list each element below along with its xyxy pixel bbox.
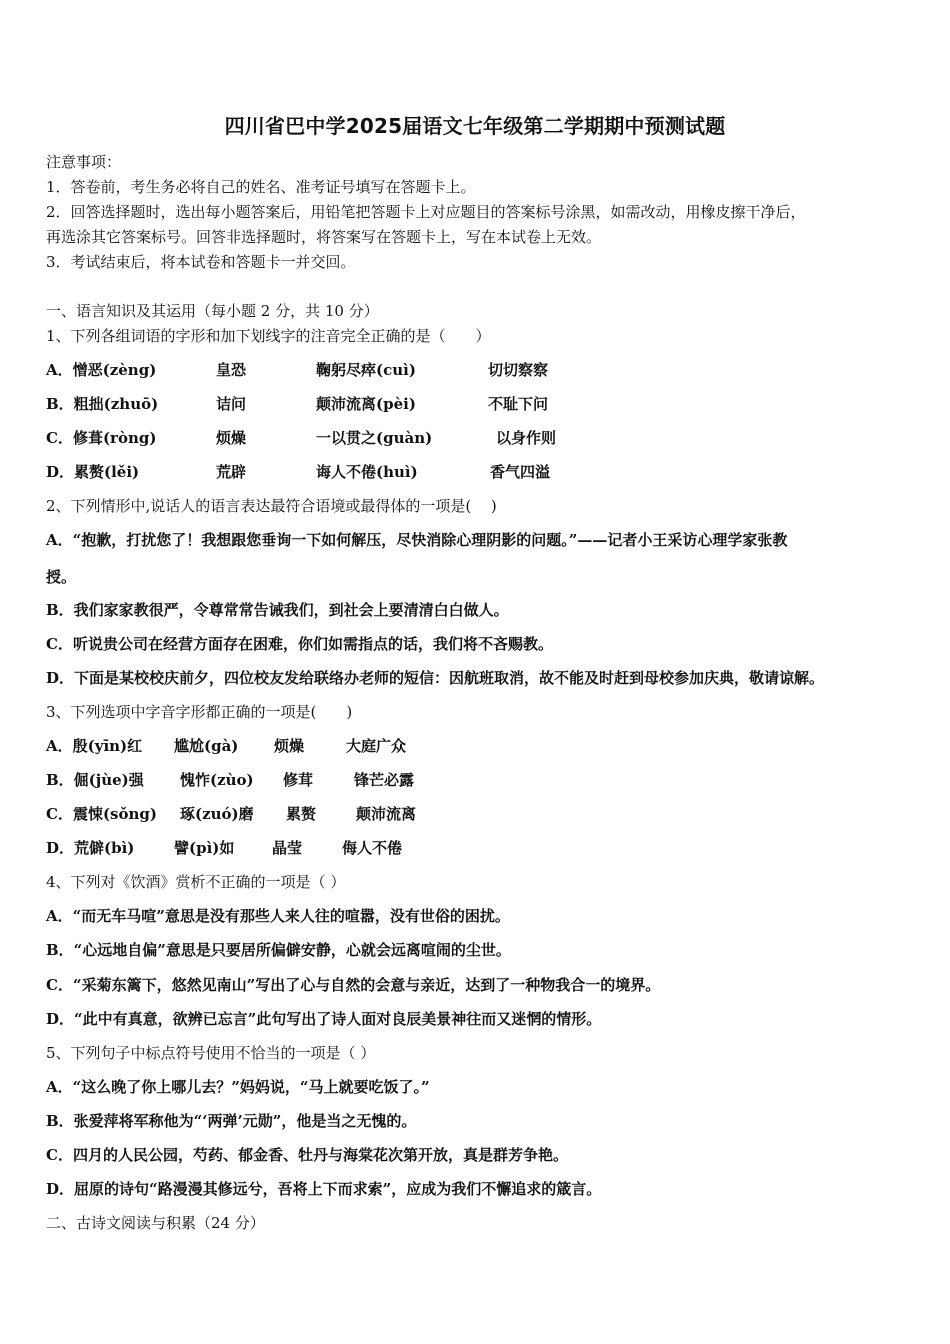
q4-option-c: C．“采菊东篱下，悠然见南山”写出了心与自然的会意与亲近，达到了一种物我合一的境界。 <box>46 976 661 994</box>
option-word: 烦燥 <box>274 737 305 755</box>
q5-option-a: A．“这么晚了你上哪儿去？”妈妈说，“马上就要吃饭了。” <box>46 1078 430 1096</box>
notice-item: 再选涂其它答案标号。回答非选择题时，将答案写在答题卡上，写在本试卷上无效。 <box>46 228 602 246</box>
q2-option-d: D．下面是某校校庆前夕，四位校友发给联络办老师的短信：因航班取消，故不能及时赶到母校参加庆典，敬请谅解。 <box>46 669 825 687</box>
q4-option-d: D．“此中有真意，欲辨已忘言”此句写出了诗人面对良辰美景神往而又迷惘的情形。 <box>46 1010 602 1028</box>
option-word: 侮人不倦 <box>342 839 403 857</box>
option-word: 晶莹 <box>272 839 303 857</box>
question-1-stem: 1、下列各组词语的字形和加下划线字的注音完全正确的是（ ） <box>46 327 491 345</box>
option-word: 累赘 <box>286 805 317 823</box>
option-word: 不耻下问 <box>488 395 549 413</box>
option-word: 鞠躬尽瘁(cuì) <box>316 361 416 379</box>
q4-option-a: A．“而无车马喧”意思是没有那些人来人往的喧嚣，没有世俗的困扰。 <box>46 907 510 925</box>
option-word: 锋芒必露 <box>354 771 415 789</box>
q5-option-b: B．张爱萍将军称他为“‘两弹’元勋”，他是当之无愧的。 <box>46 1112 417 1130</box>
option-word: 譬(pì)如 <box>174 839 235 857</box>
question-3-stem: 3、下列选项中字音字形都正确的一项是( ) <box>46 703 353 721</box>
option-word: 皇恐 <box>216 361 247 379</box>
notice-item: 1．答卷前，考生务必将自己的姓名、准考证号填写在答题卡上。 <box>46 178 476 196</box>
q5-option-d: D．屈原的诗句“路漫漫其修远兮，吾将上下而求索”，应成为我们不懈追求的箴言。 <box>46 1180 602 1198</box>
section-heading: 二、古诗文阅读与积累（24 分） <box>46 1214 265 1232</box>
option-word: 大庭广众 <box>346 737 407 755</box>
section-heading: 一、语言知识及其运用（每小题 2 分，共 10 分） <box>46 302 379 320</box>
question-5-stem: 5、下列句子中标点符号使用不恰当的一项是（ ） <box>46 1044 376 1062</box>
option-word: 切切察察 <box>488 361 549 379</box>
option-word: 香气四溢 <box>490 463 551 481</box>
option-word: B．倔(jùe)强 <box>46 771 144 789</box>
option-word: 荒辟 <box>216 463 247 481</box>
page-title: 四川省巴中学2025届语文七年级第二学期期中预测试题 <box>224 114 726 138</box>
option-word: 一以贯之(guàn) <box>316 429 433 447</box>
option-word: 诲人不倦(huì) <box>316 463 418 481</box>
q2-option-c: C．听说贵公司在经营方面存在困难，你们如需指点的话，我们将不吝赐教。 <box>46 635 553 653</box>
option-word: 以身作则 <box>496 429 557 447</box>
notice-heading: 注意事项： <box>46 153 122 171</box>
option-word: B．粗拙(zhuō) <box>46 395 159 413</box>
option-word: A．殷(yīn)红 <box>46 737 143 755</box>
q4-option-b: B．“心远地自偏”意思是只要居所偏僻安静，心就会远离喧闹的尘世。 <box>46 941 511 959</box>
option-word: 颠沛流离(pèi) <box>316 395 416 413</box>
q2-option-a-cont: 授。 <box>46 568 77 586</box>
question-4-stem: 4、下列对《饮酒》赏析不正确的一项是（ ） <box>46 873 346 891</box>
option-word: 愧怍(zùo) <box>180 771 254 789</box>
option-word: 尴尬(gà) <box>174 737 239 755</box>
q5-option-c: C．四月的人民公园，芍药、郁金香、牡丹与海棠花次第开放，真是群芳争艳。 <box>46 1146 568 1164</box>
option-word: C．修葺(ròng) <box>46 429 157 447</box>
q2-option-b: B．我们家家教很严，令尊常常告诫我们，到社会上要清清白白做人。 <box>46 601 509 619</box>
option-word: A．憎恶(zèng) <box>46 361 157 379</box>
option-word: D．累赘(lěi) <box>46 463 140 481</box>
option-word: 琢(zuó)磨 <box>180 805 254 823</box>
option-word: 烦燥 <box>216 429 247 447</box>
option-word: D．荒僻(bì) <box>46 839 135 857</box>
question-2-stem: 2、下列情形中,说话人的语言表达最符合语境或最得体的一项是( ) <box>46 497 497 515</box>
option-word: 修茸 <box>283 771 314 789</box>
notice-item: 3．考试结束后，将本试卷和答题卡一并交回。 <box>46 253 356 271</box>
option-word: C．震悚(sǒng) <box>46 805 157 823</box>
notice-item: 2．回答选择题时，选出每小题答案后，用铅笔把答题卡上对应题目的答案标号涂黑，如需改动，用橡皮擦干净后， <box>46 203 806 221</box>
option-word: 颠沛流离 <box>356 805 417 823</box>
option-word: 诘问 <box>216 395 247 413</box>
q2-option-a: A．“抱歉，打扰您了！我想跟您垂询一下如何解压，尽快消除心理阴影的问题。”——记者小王采访心理学家张教 <box>46 531 788 549</box>
